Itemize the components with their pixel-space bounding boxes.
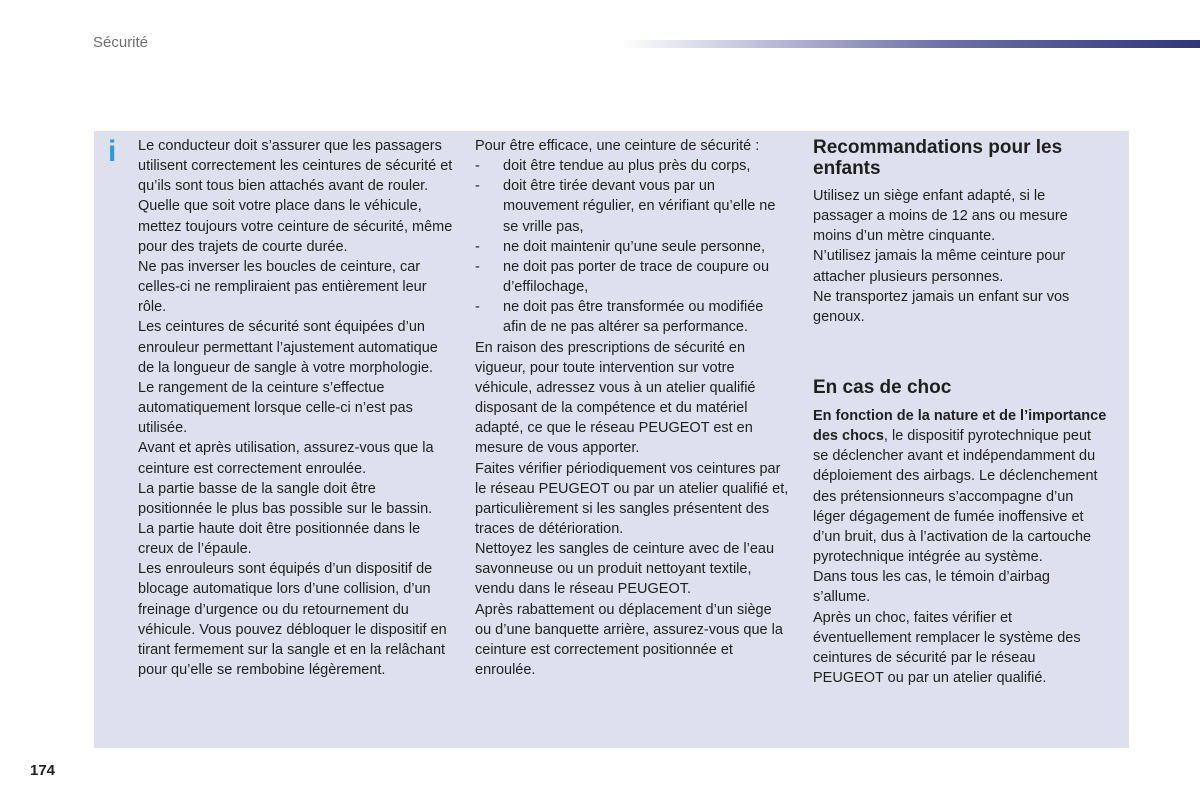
list-item <box>475 237 790 257</box>
dash-bullet: - <box>475 258 480 275</box>
paragraph: Les enrouleurs sont équipés d’un dispositif de blocage automatique lors d’une collision, d’un freinage d’urgence ou du retournement du véhicule. Vous pouvez débloquer le dispositif en tirant fermement sur la sangle et en la relâchant pour qu’elle se rembobine légèrement. <box>138 561 447 679</box>
dash-bullet: - <box>475 158 480 175</box>
paragraph: Ne pas inverser les boucles de ceinture, car celles-ci ne rempliraient pas entièrement leur rôle. <box>138 258 427 316</box>
paragraph: Faites vérifier périodiquement vos ceintures par le réseau PEUGEOT ou par un atelier qualifié et, particulièrement si les sangles présentent des traces de détérioration. <box>475 460 789 537</box>
paragraph: Le conducteur doit s’assurer que les passagers utilisent correctement les ceintures de sécurité et qu’ils sont tous bien attachés avant de rouler. <box>138 138 453 195</box>
list-item-text: ne doit pas porter de trace de coupure ou d’effilochage, <box>503 258 770 296</box>
paragraph: Ne transportez jamais un enfant sur vos genoux. <box>813 288 1070 325</box>
paragraph: La partie haute doit être positionnée dans le creux de l’épaule. <box>138 520 421 558</box>
page-number: 174 <box>30 762 56 779</box>
lead-rest: , le dispositif pyrotechnique peut se déclencher avant et indépendamment du déploiement des airbags. Le déclenchement des prétensionneurs s’accompagne d’un léger dégagement de fumée inoffensive et d’un bruit, dus à l’activation de la cartouche pyrotechnique intégrée au système. <box>813 428 1098 566</box>
list-item-text: doit être tendue au plus près du corps, <box>503 158 751 175</box>
paragraph: Utilisez un siège enfant adapté, si le passager a moins de 12 ans ou mesure moins d’un mètre cinquante. <box>813 188 1068 245</box>
paragraph: Après rabattement ou déplacement d’un siège ou d’une banquette arrière, assurez-vous que la ceinture est correctement positionnée et enroulée. <box>475 601 783 679</box>
list-item <box>475 156 790 176</box>
dash-bullet: - <box>475 299 480 316</box>
dash-bullet: - <box>475 238 480 255</box>
bold-lead: En fonction de la nature et de l’importance des chocs <box>813 408 1107 445</box>
section-title: Sécurité <box>93 34 149 51</box>
paragraph: Dans tous les cas, le témoin d’airbag s’allume. <box>813 569 1050 606</box>
paragraph: Nettoyez les sangles de ceinture avec de l’eau savonneuse ou un produit nettoyant textile, vendu dans le réseau PEUGEOT. <box>475 541 775 598</box>
heading-recommandations: Recommandations pour les enfants <box>813 137 1063 179</box>
list-item <box>475 297 790 337</box>
list-item <box>475 176 790 236</box>
paragraph <box>813 406 1109 567</box>
paragraph: La partie basse de la sangle doit être positionnée le plus bas possible sur le bassin. <box>138 480 433 517</box>
paragraph: Les ceintures de sécurité sont équipées d’un enrouleur permettant l’ajustement automatique de la longueur de sangle à votre morphologie. Le rangement de la ceinture s’effectue automatiquement lorsque celle-ci n’est pas utilisée. <box>138 319 438 437</box>
list-item <box>475 257 790 297</box>
heading-en-cas-de-choc: En cas de choc <box>813 377 952 398</box>
dash-bullet: - <box>475 178 480 195</box>
column-seatbelt-usage <box>138 136 453 680</box>
paragraph: Avant et après utilisation, assurez-vous que la ceinture est correctement enroulée. <box>138 440 434 477</box>
list-item-text: doit être tirée devant vous par un mouvement régulier, en vérifiant qu’elle ne se vrille pas, <box>503 178 776 235</box>
paragraph: Quelle que soit votre place dans le véhicule, mettez toujours votre ceinture de sécurité, même pour des trajets de courte durée. <box>138 198 453 255</box>
list-item-text: ne doit maintenir qu’une seule personne, <box>503 238 765 255</box>
recommandations-body <box>813 186 1103 327</box>
info-icon: i <box>108 135 117 168</box>
header-gradient-bar <box>620 40 1200 48</box>
choc-body <box>813 406 1109 688</box>
paragraph: En raison des prescriptions de sécurité en vigueur, pour toute intervention sur votre véhicule, adressez vous à un atelier qualifié disposant de la compétence et du matériel adapté, ce que le réseau PEUGEOT est en mesure de vous apporter. <box>475 339 756 457</box>
intro-text: Pour être efficace, une ceinture de sécurité : <box>475 138 760 154</box>
list-item-text: ne doit pas être transformée ou modifiée afin de ne pas altérer sa performance. <box>503 299 764 336</box>
paragraph: N’utilisez jamais la même ceinture pour attacher plusieurs personnes. <box>813 248 1066 285</box>
paragraph: Après un choc, faites vérifier et éventuellement remplacer le système des ceintures de sécurité par le réseau PEUGEOT ou par un atelier qualifié. <box>813 609 1081 687</box>
column-seatbelt-efficiency <box>475 136 790 680</box>
